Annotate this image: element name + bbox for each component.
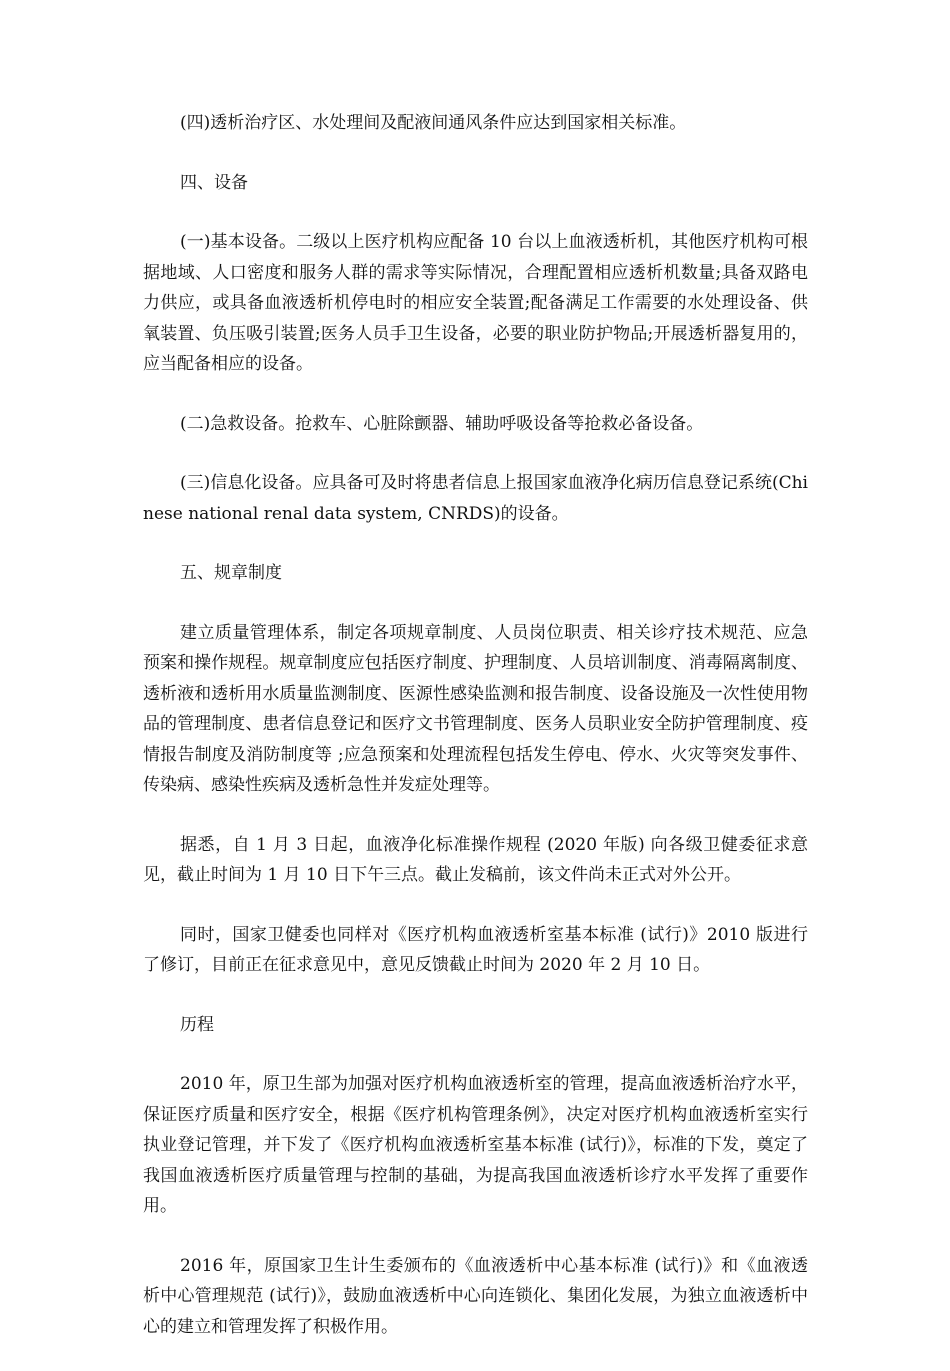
paragraph-information-equipment: (三)信息化设备。应具备可及时将患者信息上报国家血液净化病历信息登记系统(Chinese national renal data system, CNRDS)的设备。 — [143, 473, 808, 524]
paragraph-history-2010: 2010 年，原卫生部为加强对医疗机构血液透析室的管理，提高血液透析治疗水平，保证医疗质量和医疗安全，根据《医疗机构管理条例》，决定对医疗机构血液透析室实行执业登记管理，并下发了《医疗机构血液透析室基本标准 (试行)》，标准的下发，奠定了我国血液透析医疗质量管理与控制的基础，为提高我国血液透析诊疗水平发挥了重要作用。 — [143, 1074, 808, 1216]
paragraph-emergency-equipment: (二)急救设备。抢救车、心脏除颤器、辅助呼吸设备等抢救必备设备。 — [180, 413, 704, 434]
document-body — [143, 108, 808, 1371]
paragraph-consultation-notice: 据悉，自 1 月 3 日起，血液净化标准操作规程 (2020 年版) 向各级卫健委征求意见，截止时间为 1 月 10 日下午三点。截止发稿前，该文件尚未正式对外公开。 — [143, 834, 808, 885]
paragraph-history-2016: 2016 年，原国家卫生计生委颁布的《血液透析中心基本标准 (试行)》和《血液透析中心管理规范 (试行)》，鼓励血液透析中心向连锁化、集团化发展，为独立血液透析中心的建立和管理发挥了积极作用。 — [143, 1255, 808, 1337]
paragraph-standard-revision: 同时，国家卫健委也同样对《医疗机构血液透析室基本标准 (试行)》2010 版进行了修订，目前正在征求意见中，意见反馈截止时间为 2020 年 2 月 10 日。 — [143, 924, 808, 975]
paragraph-basic-equipment: (一)基本设备。二级以上医疗机构应配备 10 台以上血液透析机，其他医疗机构可根据地域、人口密度和服务人群的需求等实际情况，合理配置相应透析机数量;具备双路电力供应，或具备血液透析机停电时的相应安全装置;配备满足工作需要的水处理设备、供氧装置、负压吸引装置;医务人员手卫生设备，必要的职业防护物品;开展透析器复用的，应当配备相应的设备。 — [143, 232, 808, 374]
paragraph-quality-system: 建立质量管理体系，制定各项规章制度、人员岗位职责、相关诊疗技术规范、应急预案和操作规程。规章制度应包括医疗制度、护理制度、人员培训制度、消毒隔离制度、透析液和透析用水质量监测制度、医源性感染监测和报告制度、设备设施及一次性使用物品的管理制度、患者信息登记和医疗文书管理制度、医务人员职业安全防护管理制度、疫情报告制度及消防制度等 ;应急预案和处理流程包括发生停电、停水、火灾等突发事件、传染病、感染性疾病及透析急性并发症处理等。 — [143, 622, 808, 795]
paragraph-ventilation: (四)透析治疗区、水处理间及配液间通风条件应达到国家相关标准。 — [180, 113, 687, 133]
heading-regulations: 五、规章制度 — [180, 563, 282, 583]
heading-equipment: 四、设备 — [180, 172, 248, 193]
heading-history: 历程 — [180, 1014, 214, 1035]
